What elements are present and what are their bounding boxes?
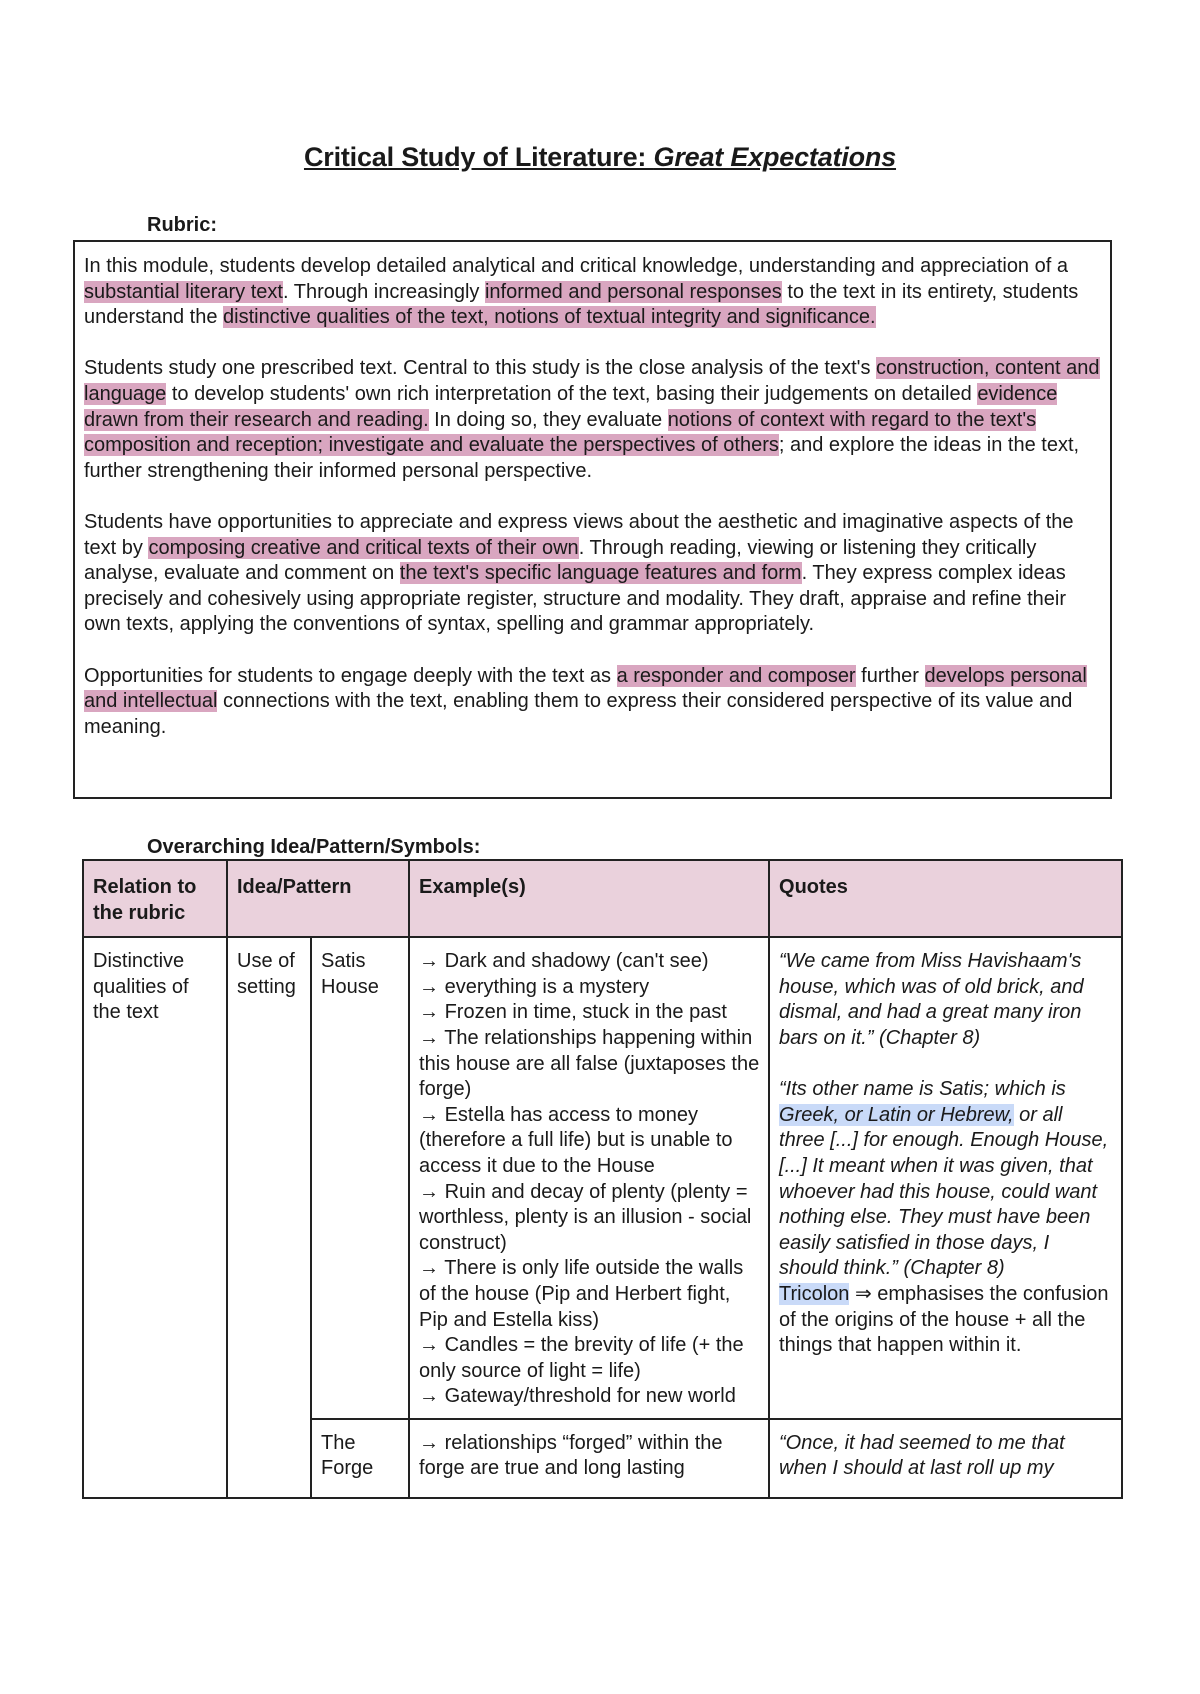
example-item: → The relationships happening within this house are all false (juxtaposes the forge): [419, 1026, 760, 1101]
example-item: → Ruin and decay of plenty (plenty = worthless, plenty is an illusion - social construct): [419, 1180, 752, 1254]
quote-text: “We came from Miss Havishaam's house, which was of old brick, and dismal, and had a great many iron bars on it.” (Chapter 8): [779, 950, 1084, 1049]
technique-note: Tricolon ⇒ emphasises the confusion of the origins of the house + all the things that happen within it.: [779, 1282, 1109, 1357]
example-item: → Gateway/threshold for new world: [419, 1385, 736, 1408]
table-row: [83, 937, 1122, 1419]
page-title: Critical Study of Literature: Great Expectations: [303, 142, 897, 172]
cell-relation: Distinctive qualities of the text: [83, 937, 227, 1498]
rubric-highlight: informed and personal responses: [484, 280, 782, 303]
technique-highlight: Tricolon: [779, 1282, 850, 1305]
header-quotes: Quotes: [769, 860, 1122, 937]
rubric-paragraph-1: In this module, students develop detailed analytical and critical knowledge, understanding and appreciation of a substantial literary text. Through increasingly informed and personal responses to the text in its entirety, students understand the distinctive qualities of the text, notions of textual integrity and significance.: [84, 255, 1079, 329]
rubric-highlight: substantial literary text: [84, 280, 283, 303]
header-relation: Relation to the rubric: [83, 860, 227, 937]
rubric-highlight: evidence drawn from their research and reading.: [84, 382, 1058, 431]
cell-quotes: [769, 937, 1122, 1419]
ideas-table-label: Overarching Idea/Pattern/Symbols:: [147, 836, 481, 858]
example-item: → Frozen in time, stuck in the past: [419, 1001, 727, 1024]
rubric-highlight: a responder and composer: [616, 664, 856, 687]
example-item: → Dark and shadowy (can't see): [419, 950, 709, 973]
quote-text: “Its other name is Satis; which is Greek, or Latin or Hebrew, or all three [...] for enough. Enough House, [...] It meant when it was given, that whoever had this house, could want nothing else. They must have been easily satisfied in those days, I should think.” (Chapter 8): [779, 1078, 1109, 1280]
header-examples: Example(s): [409, 860, 769, 937]
rubric-label: Rubric:: [147, 214, 217, 236]
cell-quotes: “Once, it had seemed to me that when I should at last roll up my: [769, 1419, 1122, 1498]
rubric-highlight: the text's specific language features and form: [399, 562, 802, 585]
rubric-highlight: develops personal and intellectual: [84, 664, 1087, 713]
cell-idea: Use of setting: [227, 937, 311, 1498]
rubric-paragraph-2: Students study one prescribed text. Central to this study is the close analysis of the text's construction, content and language to develop students' own rich interpretation of the text, basing their judgements on detailed evidence drawn from their research and reading. In doing so, they evaluate notions of context with regard to the text's composition and reception; investigate and evaluate the perspectives of others; and explore the ideas in the text, further strengthening their informed personal perspective.: [84, 357, 1100, 482]
title-book-name: Great Expectations: [653, 142, 897, 172]
example-item: → Estella has access to money (therefore a full life) but is unable to access it due to the House: [419, 1103, 733, 1177]
header-idea: Idea/Pattern: [227, 860, 409, 937]
example-item: → everything is a mystery: [419, 975, 650, 998]
table-header-row: [83, 860, 1122, 937]
rubric-highlight: distinctive qualities of the text, notions of textual integrity and significance.: [223, 306, 876, 329]
example-item: → There is only life outside the walls of the house (Pip and Herbert fight, Pip and Estella kiss): [419, 1257, 744, 1331]
cell-setting: The Forge: [311, 1419, 409, 1498]
rubric-box: [73, 240, 1112, 799]
ideas-table: [82, 859, 1123, 1499]
rubric-highlight: composing creative and critical texts of their own: [148, 536, 579, 559]
rubric-highlight: notions of context with regard to the text's composition and reception; investigate and evaluate the perspectives of others: [84, 408, 1037, 457]
rubric-paragraph-3: Students have opportunities to appreciate and express views about the aesthetic and imaginative aspects of the text by composing creative and critical texts of their own. Through reading, viewing or listening they critically analyse, evaluate and comment on the text's specific language features and form. They express complex ideas precisely and cohesively using appropriate register, structure and modality. They draft, appraise and refine their own texts, applying the conventions of syntax, spelling and grammar appropriately.: [84, 510, 1074, 636]
quote-highlight: Greek, or Latin or Hebrew,: [779, 1103, 1014, 1126]
rubric-highlight: construction, content and language: [84, 357, 1100, 405]
example-item: → Candles = the brevity of life (+ the only source of light = life): [419, 1334, 744, 1382]
cell-examples: → relationships “forged” within the forge are true and long lasting: [409, 1419, 769, 1498]
cell-examples: [409, 937, 769, 1419]
cell-setting: Satis House: [311, 937, 409, 1419]
rubric-paragraph-4: Opportunities for students to engage deeply with the text as a responder and composer further develops personal and intellectual connections with the text, enabling them to express their considered perspective of its value and meaning.: [84, 664, 1087, 738]
